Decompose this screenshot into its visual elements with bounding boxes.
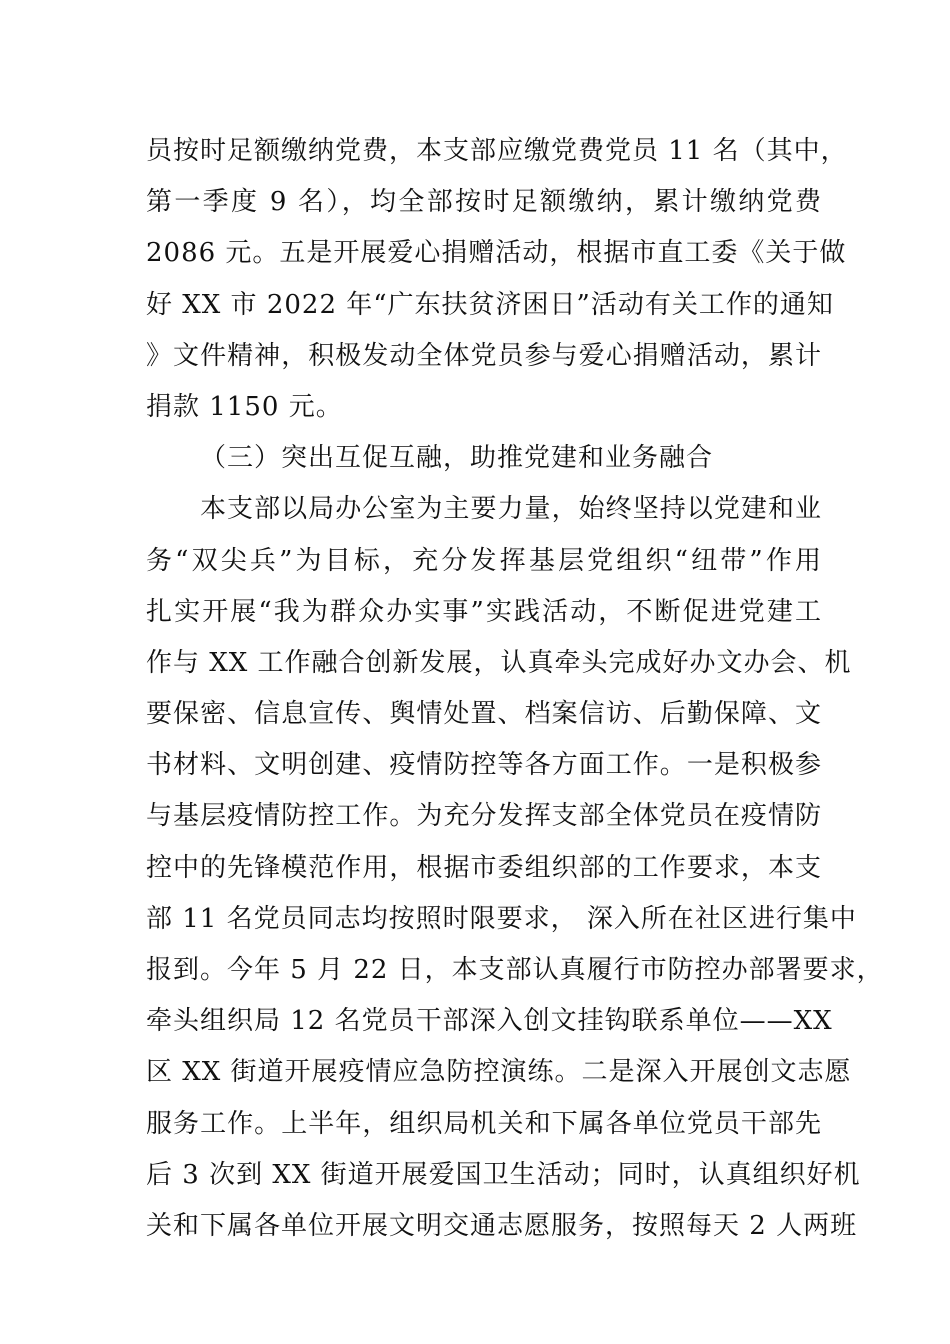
text-line: 好 XX 市 2022 年“广东扶贫济困日”活动有关工作的通知 (146, 289, 834, 320)
text-line: 报到。今年 5 月 22 日，本支部认真履行市防控办部署要求， (146, 955, 884, 985)
text-line: 部 11 名党员同志均按照时限要求， 深入所在社区进行集中 (146, 903, 857, 934)
text-line: 捐款 1150 元。 (146, 391, 343, 422)
text-line: 扎实开展“我为群众办实事”实践活动，不断促进党建工 (146, 596, 822, 627)
text-line: 》文件精神，积极发动全体党员参与爱心捐赠活动，累计 (146, 340, 822, 371)
text-line: 书材料、文明创建、疫情防控等各方面工作。一是积极参 (146, 750, 822, 781)
text-line: 本支部以局办公室为主要力量，始终坚持以党建和业 (200, 494, 822, 525)
body-text (146, 126, 884, 1252)
text-line: 务“双尖兵”为目标，充分发挥基层党组织“纽带”作用 (146, 545, 822, 576)
text-line: 2086 元。五是开展爱心捐赠活动，根据市直工委《关于做 (146, 238, 847, 269)
text-line: 第一季度 9 名），均全部按时足额缴纳，累计缴纳党费 (146, 187, 822, 218)
section-heading: （三）突出互促互融，助推党建和业务融合 (200, 443, 714, 474)
text-line: 牵头组织局 12 名党员干部深入创文挂钩联系单位——XX (146, 1006, 833, 1037)
text-line: 员按时足额缴纳党费，本支部应缴党费党员 11 名（其中， (146, 136, 848, 166)
text-line: 关和下属各单位开展文明交通志愿服务，按照每天 2 人两班 (146, 1210, 858, 1241)
text-line: 要保密、信息宣传、舆情处置、档案信访、后勤保障、文 (146, 699, 822, 730)
text-line: 与基层疫情防控工作。为充分发挥支部全体党员在疫情防 (146, 801, 822, 832)
text-line: 服务工作。上半年，组织局机关和下属各单位党员干部先 (146, 1108, 822, 1139)
text-line: 区 XX 街道开展疫情应急防控演练。二是深入开展创文志愿 (146, 1057, 852, 1088)
text-line: 后 3 次到 XX 街道开展爱国卫生活动；同时，认真组织好机 (146, 1159, 861, 1190)
text-line: 作与 XX 工作融合创新发展，认真牵头完成好办文办会、机 (146, 647, 852, 678)
text-line: 控中的先锋模范作用，根据市委组织部的工作要求，本支 (146, 852, 822, 883)
